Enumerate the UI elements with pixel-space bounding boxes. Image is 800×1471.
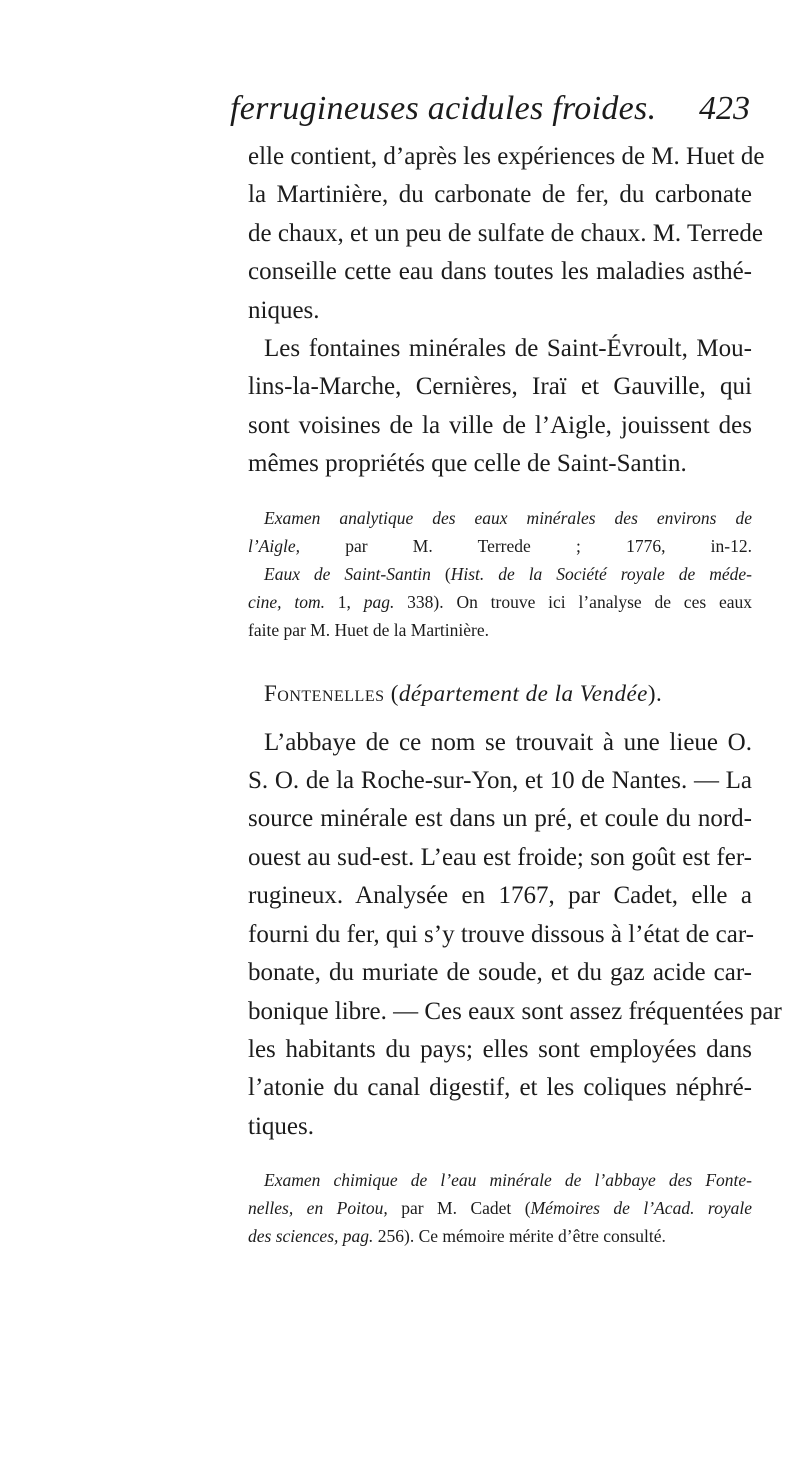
text-line: sont voisines de la ville de l’Aigle, jouissent des [248,411,752,439]
note-text: 256). Ce mémoire mérite d’être consulté. [373,1226,666,1247]
section-heading-department: département de la Vendée [398,680,648,706]
text-line: rugineux. Analysée en 1767, par Cadet, elle a [248,882,752,910]
note-italic: nelles, en Poitou, [248,1198,388,1219]
note-line: Examen chimique de l’eau minérale de l’abbaye des Fonte- [264,1170,752,1191]
paragraph-saint-santin-end [248,138,765,330]
text-line: fourni du fer, qui s’y trouve dissous à l’état de car- [248,920,754,948]
text-line: conseille cette eau dans toutes les maladies asthé- [248,258,752,286]
note-italic: pag. [363,591,395,612]
text-line: Les fontaines minérales de Saint-Évroult, Mou- [264,335,752,363]
paragraph-fontaines-aigle [248,330,752,484]
note-text: 1, [324,591,364,612]
text-line: elle contient, d’après les expériences de M. Huet de [248,143,765,170]
text-line: lins-la-Marche, Cernières, Iraï et Gauville, qui [248,373,752,401]
section-heading [248,674,752,714]
note-text: 338). On trouve ici l’analyse de ces eaux [394,591,752,612]
text-line: bonate, du muriate de soude, et du gaz acide car- [248,959,752,987]
section-heading-paren: ( [384,680,399,706]
note-italic: cine, tom. [248,591,325,612]
section-heading-paren: ). [647,680,663,706]
text-line: S. O. de la Roche-sur-Yon, et 10 de Nantes. — La [248,767,752,795]
note-text: par M. Cadet ( [387,1198,531,1219]
text-line: la Martinière, du carbonate de fer, du carbonate [248,181,752,209]
note-text: ( [430,563,451,584]
text-line: L’abbaye de ce nom se trouvait à une lieue O. [264,728,752,756]
paragraph-fontenelles [248,724,782,1146]
page-number: 423 [699,90,750,127]
bibliography-notes-aigle [248,504,752,644]
note-line: Examen analytique des eaux minérales des environs de [264,507,752,528]
text-line: ouest au sud-est. L’eau est froide; son goût est fer- [248,843,752,871]
note-line [248,560,752,588]
text-line: bonique libre. — Ces eaux sont assez fréquentées par [248,997,782,1025]
text-line: niques. [248,296,320,324]
text-line: l’atonie du canal digestif, et les coliques néphré- [248,1074,752,1102]
note-line [248,1194,752,1222]
note-line [248,532,752,560]
note-italic: des sciences, pag. [248,1226,374,1247]
note-italic: Hist. de la Société royale de méde- [450,563,752,584]
note-text: par M. Terrede ; 1776, in-12. [300,535,752,556]
section-heading-name: Fontenelles [264,680,385,706]
bibliography-notes-fontenelles [248,1166,752,1250]
note-line [248,588,752,616]
text-line: tiques. [248,1112,314,1140]
note-italic: Mémoires de l’Acad. royale [530,1198,752,1219]
body-text [248,138,782,1250]
text-line: les habitants du pays; elles sont employées dans [248,1035,752,1063]
note-line [248,1222,752,1250]
note-line: faite par M. Huet de la Martinière. [248,619,490,640]
text-line: mêmes propriétés que celle de Saint-Santin. [248,450,687,478]
text-line: source minérale est dans un pré, et coule du nord- [248,805,752,833]
text-line: de chaux, et un peu de sulfate de chaux. M. Terrede [248,219,763,247]
note-italic: l’Aigle, [248,535,300,556]
page-header [230,90,750,130]
running-title: ferrugineuses acidules froides. [230,90,657,127]
note-italic: Eaux de Saint-Santin [264,563,431,584]
